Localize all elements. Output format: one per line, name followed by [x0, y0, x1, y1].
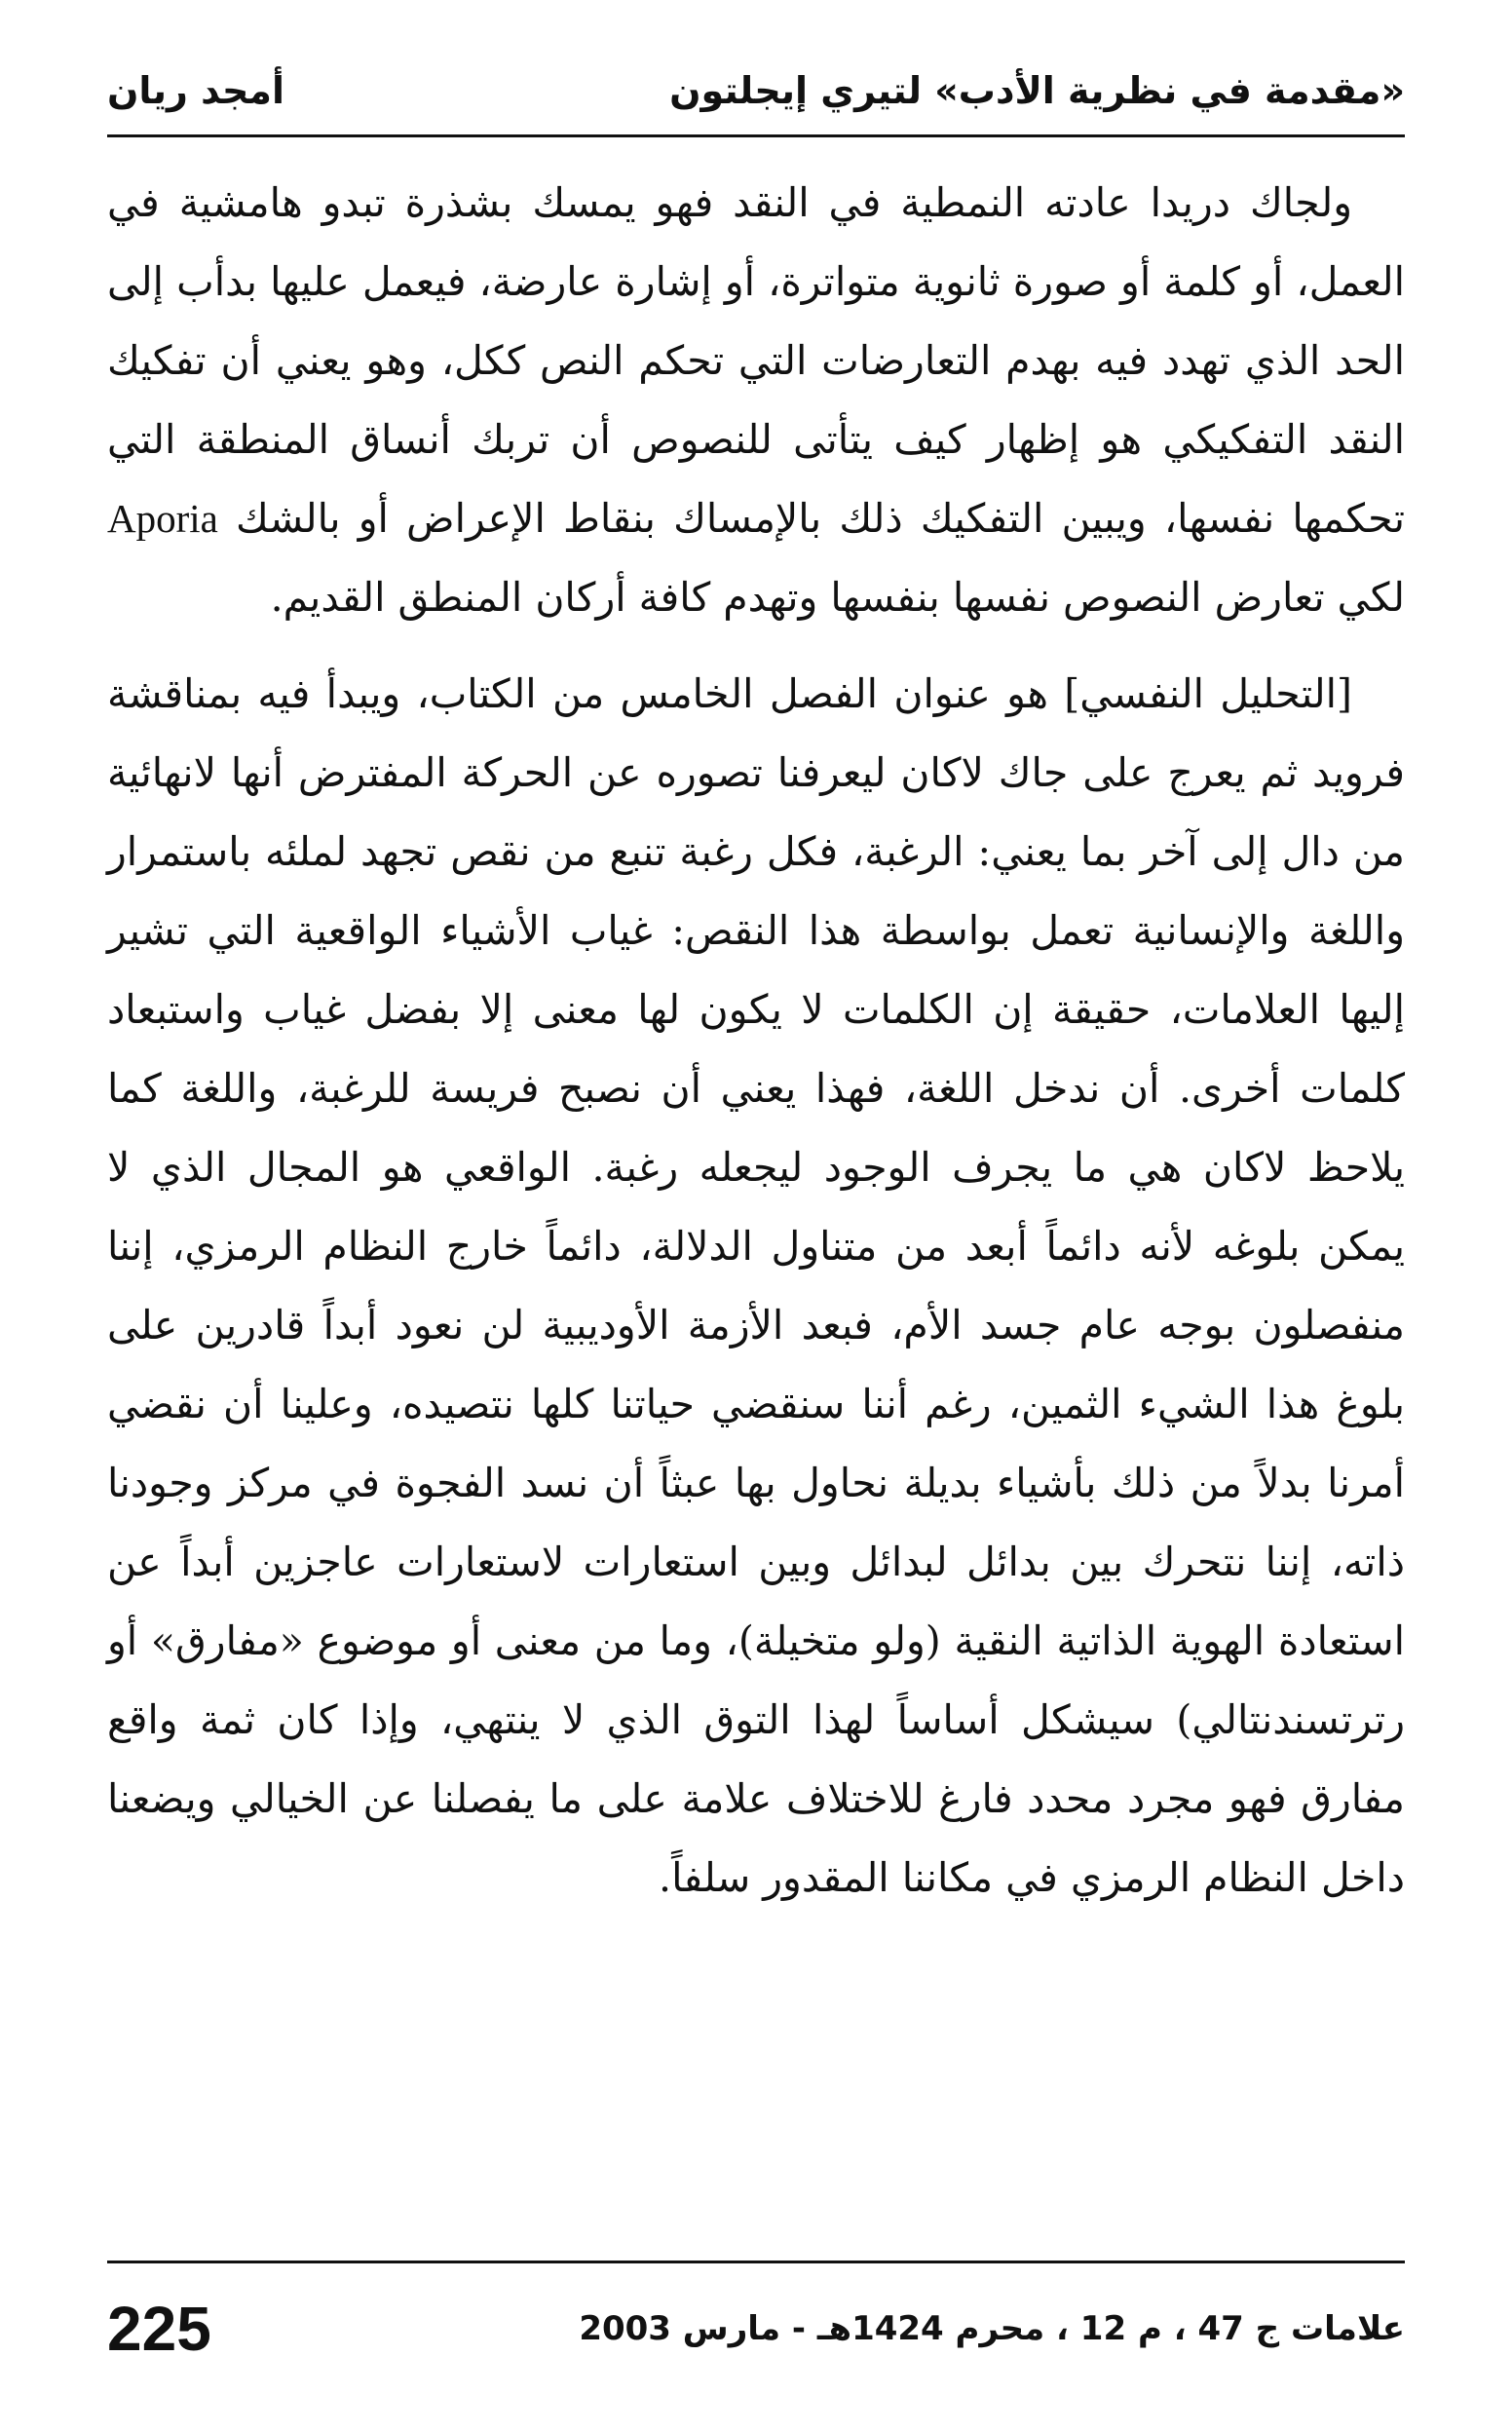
- paragraph-derrida: [107, 164, 1405, 637]
- journal-citation: علامات ج 47 ، م 12 ، محرم 1424هـ - مارس 2003: [579, 2309, 1405, 2348]
- latin-term: Aporia: [107, 496, 218, 541]
- running-header: [107, 57, 1405, 125]
- paragraph-text: لكي تعارض النصوص نفسها بنفسها وتهدم كافة أركان المنطق القديم.: [270, 574, 1405, 621]
- article-body: [107, 164, 1405, 1935]
- paragraph-psychoanalysis: [التحليل النفسي] هو عنوان الفصل الخامس من الكتاب، ويبدأ فيه بمناقشة فرويد ثم يعرج على جاك لاكان ليعرفنا تصوره عن الحركة المفترض أنها لانهائية من دال إلى آخر بما يعني: الرغبة، فكل رغبة تنبع من نقص تجهد لملئه باستمرار واللغة والإنسانية تعمل بواسطة هذا النقص: غياب الأشياء الواقعية التي تشير إليها العلامات، حقيقة إن الكلمات لا يكون لها معنى إلا بفضل غياب واستبعاد كلمات أخرى. أن ندخل اللغة، فهذا يعني أن نصبح فريسة للرغبة، واللغة كما يلاحظ لاكان هي ما يجرف الوجود ليجعله رغبة. الواقعي هو المجال الذي لا يمكن بلوغه لأنه دائماً أبعد من متناول الدلالة، دائماً خارج النظام الرمزي، إننا منفصلون بوجه عام جسد الأم، فبعد الأزمة الأوديبية لن نعود أبداً قادرين على بلوغ هذا الشيء الثمين، رغم أننا سنقضي حياتنا كلها نتصيده، وعلينا أن نقضي أمرنا بدلاً من ذلك بأشياء بديلة نحاول بها عبثاً أن نسد الفجوة في مركز وجودنا ذاته، إننا نتحرك بين بدائل لبدائل وبين استعارات لاستعارات عاجزين أبداً عن استعادة الهوية الذاتية النقية (ولو متخيلة)، وما من معنى أو موضوع «مفارق» أو رترتسندنتالي) سيشكل أساساً لهذا التوق الذي لا ينتهي، وإذا كان ثمة واقع مفارق فهو مجرد محدد فارغ للاختلاف علامة على ما يفصلنا عن الخيالي ويضعنا داخل النظام الرمزي في مكاننا المقدور سلفاً.: [107, 670, 1405, 1901]
- footer-divider: [107, 2261, 1405, 2263]
- page-footer: [107, 2285, 1405, 2373]
- article-title: «مقدمة في نظرية الأدب» لتيري إيجلتون: [669, 69, 1405, 112]
- page-number: 225: [107, 2294, 211, 2364]
- paragraph-text: ولجاك دريدا عادته النمطية في النقد فهو يمسك بشذرة تبدو هامشية في العمل، أو كلمة أو صورة ثانوية متواترة، أو إشارة عارضة، فيعمل عليها بدأب إلى الحد الذي تهدد فيه بهدم التعارضات التي تحكم النص ككل، وهو يعني أن تفكيك النقد التفكيكي هو إظهار كيف يتأتى للنصوص أن تربك أنساق المنطقة التي تحكمها نفسها، ويبين التفكيك ذلك بالإمساك بنقاط الإعراض أو بالشك: [107, 179, 1405, 542]
- author-name: أمجد ريان: [107, 69, 284, 112]
- header-divider: [107, 134, 1405, 137]
